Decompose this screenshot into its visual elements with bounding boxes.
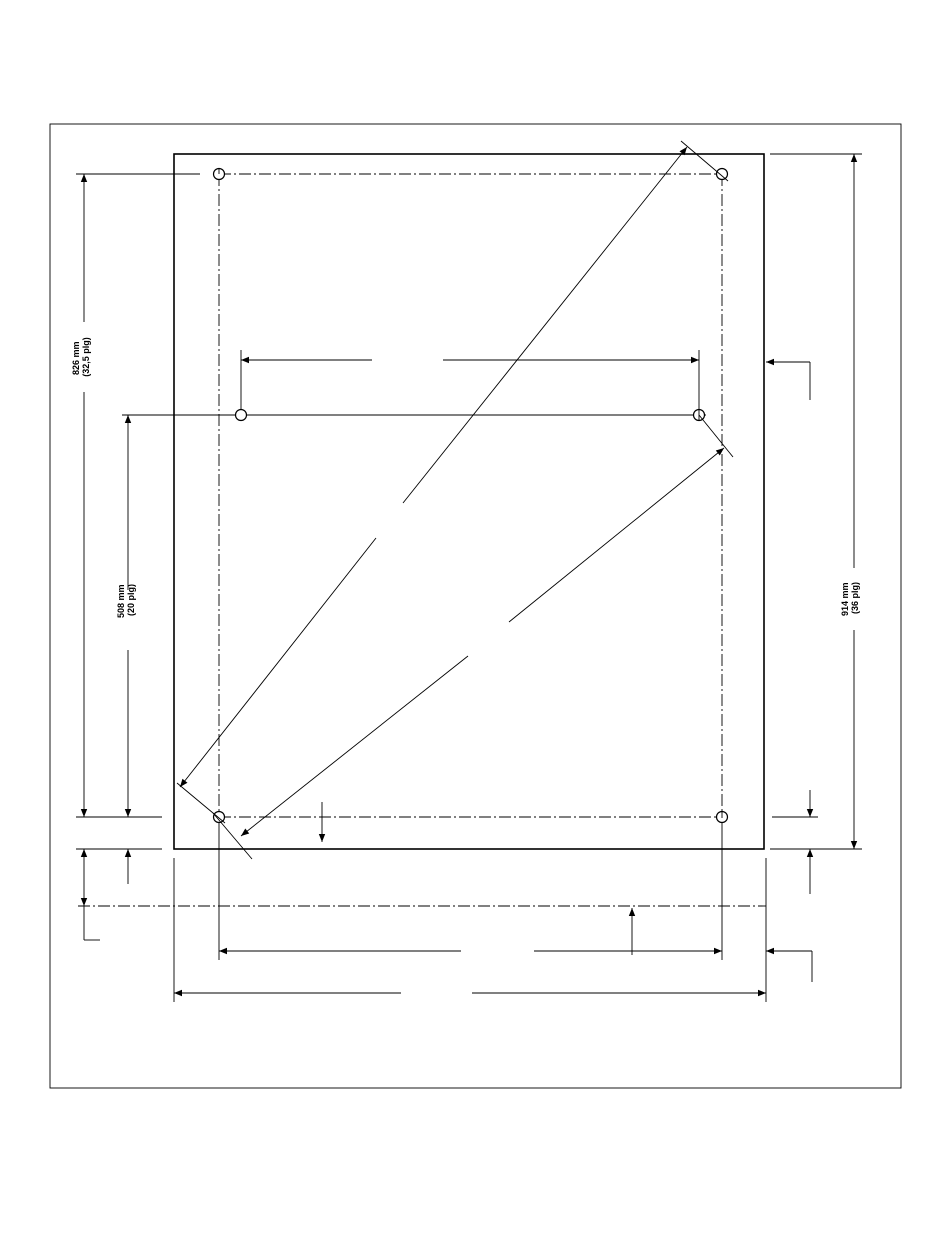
left-extension-lines: [76, 174, 200, 849]
page-frame: [50, 124, 901, 1088]
svg-text:914 mm (36 plg): [840, 580, 860, 616]
dimension-914: [770, 154, 862, 849]
dimension-826: [71, 174, 91, 817]
hole-centerlines: [78, 174, 766, 906]
dim-914-value: 914 mm: [840, 582, 850, 617]
diagonal-dimensions: [177, 141, 733, 859]
hole-middle-left: [236, 410, 247, 421]
dim-826-imperial: (32,5 plg): [81, 337, 91, 377]
svg-text:826 mm (32,5 plg): [71, 337, 91, 377]
dim-508-imperial: (20 plg): [126, 583, 136, 617]
middle-holes-width-dimension: [241, 350, 699, 410]
hole-top-right: [717, 169, 728, 180]
dim-914-imperial: (36 plg): [850, 581, 860, 615]
dimension-508: [116, 415, 136, 817]
right-side-leaders: [766, 362, 818, 894]
bottom-left-offset-dimensions: [84, 849, 128, 940]
svg-text:508 mm (20 plg): [116, 582, 136, 618]
plate-outline: [174, 154, 764, 849]
mounting-holes: [214, 168, 728, 823]
dim-508-value: 508 mm: [116, 584, 126, 619]
dim-826-value: 826 mm: [71, 341, 81, 376]
